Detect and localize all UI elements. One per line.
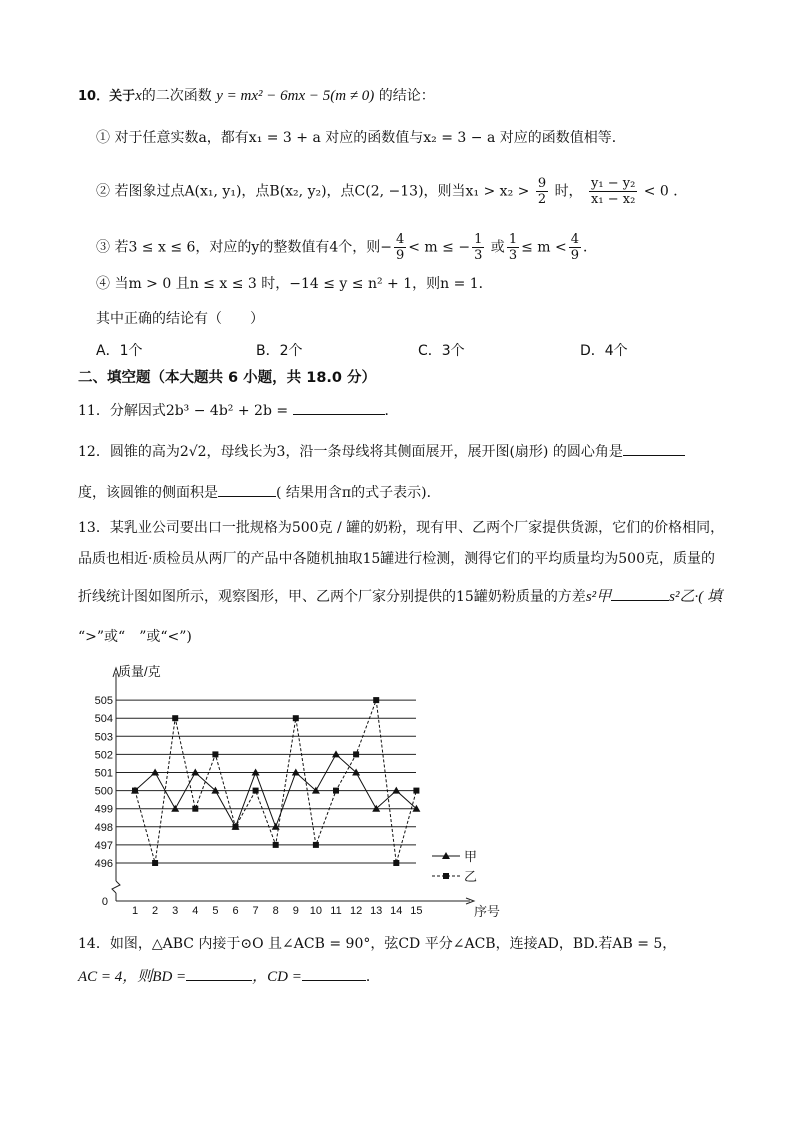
q13-line-4: “>”或“ ”或“<”) xyxy=(78,629,192,645)
series-2-point xyxy=(373,697,379,703)
q12-line1-text: 12．圆锥的高为2√2，母线长为3，沿一条母线将其侧面展开，展开图(扇形) 的圆心角是 xyxy=(78,444,623,460)
y-tick-label: 505 xyxy=(94,695,113,708)
q10-statement-3 xyxy=(96,232,597,263)
series-2-point xyxy=(353,751,359,757)
y-tick-label: 504 xyxy=(94,713,113,726)
series-2-point xyxy=(253,788,259,794)
series-2-point xyxy=(212,751,218,757)
option-b: B．2个 xyxy=(256,343,303,359)
q10-stem: 10．关于x的二次函数 y = mx² − 6mx − 5(m ≠ 0) 的结论： xyxy=(78,88,435,104)
series-2-point xyxy=(413,788,419,794)
x-tick-label: 12 xyxy=(349,905,363,917)
legend-label-2: 乙 xyxy=(464,869,478,884)
quality-line-chart xyxy=(78,655,518,923)
x-tick-label: 2 xyxy=(152,905,159,917)
fraction xyxy=(472,232,484,263)
y-tick-label: 500 xyxy=(94,785,113,798)
q10-ask: 其中正确的结论有（ ） xyxy=(96,311,264,327)
series-2-point xyxy=(313,842,319,848)
y-tick-label: 497 xyxy=(94,839,113,852)
series-1-point xyxy=(392,787,400,794)
q12-line-2 xyxy=(78,482,441,503)
legend-marker-2 xyxy=(443,873,449,879)
variance-yi: s²乙·( 填 xyxy=(669,589,722,605)
q10-s3-text: ③ 若3 ≤ x ≤ 6，对应的y的整数值有4个，则− xyxy=(96,239,392,256)
series-2-point xyxy=(172,715,178,721)
q10-function: y = mx² − 6mx − 5(m ≠ 0) xyxy=(216,88,375,104)
y-tick-label: 496 xyxy=(94,858,113,870)
y-tick-label: 498 xyxy=(94,821,113,834)
option-d: D．4个 xyxy=(580,343,628,359)
series-2-point xyxy=(333,788,339,794)
q10-s3-mid2: 或 xyxy=(486,239,505,256)
x-tick-label: 10 xyxy=(309,905,323,917)
axis-break-mark xyxy=(112,881,120,893)
fraction xyxy=(569,232,581,263)
q10-stem-mid: 的二次函数 xyxy=(141,88,212,104)
q14-line2b: ，CD = xyxy=(252,969,302,985)
x-tick-label: 9 xyxy=(292,905,299,917)
frac-den: 3 xyxy=(474,248,483,263)
q10-s3-mid1: < m ≤ − xyxy=(408,239,471,256)
frac-num: 4 xyxy=(395,232,405,247)
frac-num: 9 xyxy=(537,176,547,191)
y-tick-label: 502 xyxy=(94,749,113,762)
series-2-point xyxy=(192,806,198,812)
q10-statement-2 xyxy=(96,176,687,207)
variance-jia: s²甲 xyxy=(585,589,612,605)
series-2-point xyxy=(393,860,399,866)
series-line-2 xyxy=(135,700,416,863)
answer-blank[interactable] xyxy=(293,400,385,415)
answer-blank[interactable] xyxy=(186,966,252,981)
x-tick-label: 13 xyxy=(370,905,383,917)
x-tick-label: 8 xyxy=(272,905,279,917)
q10-s3-end: ． xyxy=(583,239,598,256)
frac-den: x₁ − x₂ xyxy=(591,192,636,207)
x-tick-label: 11 xyxy=(330,905,342,917)
series-2-point xyxy=(293,715,299,721)
y-tick-label: 503 xyxy=(94,731,113,744)
answer-blank[interactable] xyxy=(302,966,366,981)
frac-num: 1 xyxy=(474,232,483,247)
q13-line-1: 13．某乳业公司要出口一批规格为500克 / 罐的奶粉，现有甲、乙两个厂家提供货源，它们的价格相同， xyxy=(78,520,725,536)
frac-num: 4 xyxy=(570,232,580,247)
series-2-point xyxy=(132,788,138,794)
q12-line2b: ( 结果用含π的式子表示)． xyxy=(276,485,441,501)
series-2-point xyxy=(273,842,279,848)
x-axis-label: 序号 xyxy=(474,904,501,919)
answer-blank[interactable] xyxy=(611,586,669,601)
origin-label: 0 xyxy=(101,896,108,908)
q11-end: ． xyxy=(384,403,399,419)
fraction xyxy=(507,232,519,263)
q11 xyxy=(78,400,399,421)
series-2-point xyxy=(152,860,158,866)
fraction xyxy=(589,176,637,207)
q12-line-1 xyxy=(78,441,685,462)
frac-den: 9 xyxy=(395,248,405,263)
q14-line2c: ． xyxy=(365,969,380,985)
answer-blank[interactable] xyxy=(623,441,685,456)
frac-den: 2 xyxy=(537,192,547,207)
q13-line-2: 品质也相近·质检员从两厂的产品中各随机抽取15罐进行检测，测得它们的平均质量均为500克，质量的 xyxy=(78,551,715,567)
q13-line-3 xyxy=(78,586,722,607)
x-tick-label: 15 xyxy=(410,905,423,917)
fraction xyxy=(394,232,406,263)
option-c: C．3个 xyxy=(418,343,465,359)
q12-line2a: 度，该圆锥的侧面积是 xyxy=(78,485,218,501)
q10-s3-mid3: ≤ m < xyxy=(521,239,567,256)
frac-num: 1 xyxy=(508,232,518,247)
frac-den: 3 xyxy=(508,248,518,263)
answer-blank[interactable] xyxy=(218,482,276,497)
x-tick-label: 6 xyxy=(232,905,239,917)
q10-stem-prefix: 10．关于 xyxy=(78,89,136,104)
fraction xyxy=(536,176,548,207)
x-tick-label: 1 xyxy=(131,905,139,917)
q10-statement-1: ① 对于任意实数a，都有x₁ = 3 + a 对应的函数值与x₂ = 3 − a 对应的函数值相等． xyxy=(96,130,626,146)
frac-den: 9 xyxy=(570,248,580,263)
x-tick-label: 14 xyxy=(390,905,403,917)
section-heading: 二、填空题（本大题共 6 小题，共 18.0 分） xyxy=(78,370,377,386)
q10-statement-4: ④ 当m > 0 且n ≤ x ≤ 3 时，−14 ≤ y ≤ n² + 1，则n = 1． xyxy=(96,276,493,292)
option-a: A．1个 xyxy=(96,343,143,359)
q10-s2-mid: 时， xyxy=(554,183,583,200)
series-2-point xyxy=(233,824,239,830)
x-tick-label: 5 xyxy=(212,905,219,917)
q11-text: 11．分解因式2b³ − 4b² + 2b = xyxy=(78,403,289,419)
y-tick-label: 499 xyxy=(94,803,113,816)
x-tick-label: 7 xyxy=(252,905,259,917)
frac-num: y₁ − y₂ xyxy=(591,176,636,191)
q14-line-1: 14．如图，△ABC 内接于⊙O 且∠ACB = 90°，弦CD 平分∠ACB，连接AD，BD.若AB = 5， xyxy=(78,936,677,952)
q10-s2-end: < 0 ． xyxy=(643,183,688,200)
y-tick-label: 501 xyxy=(94,767,113,780)
x-tick-label: 3 xyxy=(172,905,179,917)
x-tick-label: 4 xyxy=(192,905,199,917)
q14-line2a: AC = 4，则BD = xyxy=(78,969,187,985)
y-axis-label: 质量/克 xyxy=(118,664,161,679)
q13-line3a: 折线统计图如图所示，观察图形，甲、乙两个厂家分别提供的15罐奶粉质量的方差 xyxy=(78,589,586,605)
q14-line-2 xyxy=(78,966,380,987)
q10-stem-suffix: 的结论： xyxy=(378,88,435,104)
q10-s2-text: ② 若图象过点A(x₁, y₁)，点B(x₂, y₂)，点C(2, −13)，则当x₁ > x₂ > xyxy=(96,183,530,200)
legend-label-1: 甲 xyxy=(464,849,478,864)
